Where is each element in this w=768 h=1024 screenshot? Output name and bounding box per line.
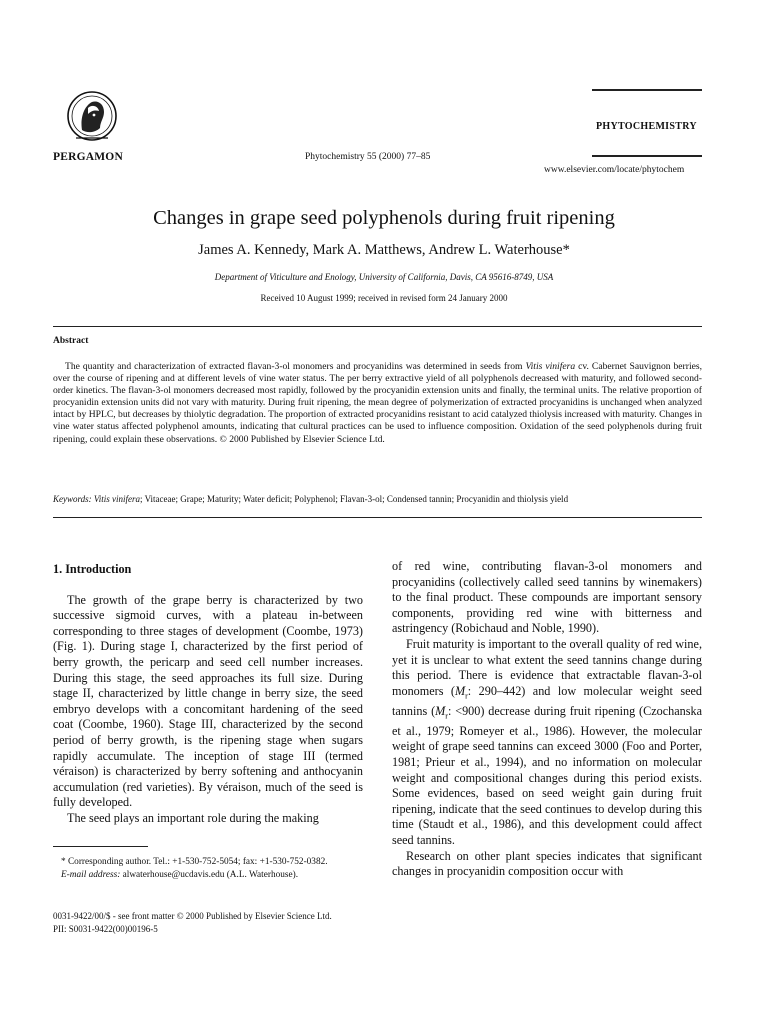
- keywords: [53, 494, 702, 504]
- divider: [53, 326, 702, 327]
- email-label: E-mail address:: [61, 869, 121, 880]
- right-column: [392, 559, 702, 880]
- journal-citation: Phytochemistry 55 (2000) 77–85: [305, 152, 431, 162]
- pii-line: PII: S0031-9422(00)00196-5: [53, 924, 158, 934]
- publisher-name: PERGAMON: [53, 151, 123, 163]
- text-part: : 290–442) and low molecular weight seed tannins (: [392, 683, 703, 718]
- footnote: [53, 856, 363, 881]
- article-authors: James A. Kennedy, Mark A. Matthews, Andrew L. Waterhouse*: [198, 242, 570, 258]
- paragraph: of red wine, contributing flavan-3-ol monomers and procyanidins (collectively called seed tannins by winemakers) to the final product. These compounds are important sensory components, providing red wine with bitterness and astringency (Robichaud and Noble, 1990).: [392, 559, 702, 636]
- paragraph: [392, 637, 702, 849]
- section-heading: 1. Introduction: [53, 562, 132, 576]
- mr-subscript: r: [465, 691, 468, 701]
- mr-subscript: r: [445, 711, 448, 721]
- author-affiliation: Department of Viticulture and Enology, University of California, Davis, CA 95616-8749, USA: [214, 272, 554, 282]
- abstract-text: [53, 361, 702, 446]
- header-rule: [592, 89, 702, 91]
- issn-line: 0031-9422/00/$ - see front matter © 2000 Published by Elsevier Science Ltd.: [53, 911, 332, 921]
- keyword-species: Vitis vinifera: [93, 494, 140, 504]
- mr-symbol: M: [435, 703, 446, 718]
- paragraph: The seed plays an important role during the making: [67, 810, 319, 825]
- species-name: Vitis vinifera: [525, 361, 576, 372]
- abstract-text-part: The quantity and characterization of extracted flavan-3-ol monomers and procyanidins was determined in seeds from: [65, 361, 526, 372]
- keywords-list: ; Vitaceae; Grape; Maturity; Water deficit; Polyphenol; Flavan-3-ol; Condensed tannin; Procyanidin and thiolysis yield: [140, 494, 569, 504]
- received-dates: Received 10 August 1999; received in revised form 24 January 2000: [260, 293, 508, 303]
- text-part: : <900) decrease during fruit ripening (Czochanska et al., 1979; Romeyer et al., 1986). However, the molecular weight of grape seed tannins can exceed 3000 (Foo and Porter, 1981; Prieur et al., 1994), and no information on molecular weight and compositional changes during this period exists. Some evidences, based on seed weight gain during fruit ripening, indicate that the seed continues to develop during this time (Staudt et al., 1986), and this development could affect seed tannins.: [392, 703, 702, 847]
- abstract-heading: Abstract: [53, 336, 89, 346]
- footnote-rule: [53, 846, 148, 847]
- elsevier-tree-logo-icon: [66, 88, 118, 148]
- corresponding-author-note: * Corresponding author. Tel.: +1-530-752-5054; fax: +1-530-752-0382.: [61, 857, 328, 867]
- text-part: Fruit maturity is important to the overall quality of red wine, yet it is unclear to what extent the seed tannins change during this period. There is evidence that extractable flavan-3-ol monomers (: [392, 636, 702, 698]
- email-address: alwaterhouse@ucdavis.edu (A.L. Waterhouse).: [120, 869, 299, 880]
- article-title: Changes in grape seed polyphenols during fruit ripening: [153, 207, 615, 229]
- journal-name: PHYTOCHEMISTRY: [596, 121, 697, 132]
- left-column: [53, 562, 363, 827]
- journal-url-link[interactable]: www.elsevier.com/locate/phytochem: [544, 165, 685, 175]
- keywords-label: Keywords:: [53, 494, 92, 504]
- abstract-text-part: cv. Cabernet Sauvignon berries, over the course of ripening and at different levels of vine water status. The per berry extractive yield of all polyphenols decreased with maturity, and followed second-order kinetics. The flavan-3-ol monomers decreased most rapidly, followed by the procyanidin extension units and finally, the terminal units. The relative proportion of procyanidin extension units did not vary with maturity. During fruit ripening, the mean degree of polymerization of extracted procyanidins is unchanged when analyzed intact by HPLC, but decreases by thiolytic degradation. The proportion of extracted procyanidins resistant to acid catalyzed thiolysis increased with maturity. Changes in vine water status affected polyphenol amounts, indicating that cultural practices can be used to influence composition. Oxidation of the seed polyphenols during fruit ripening, could explain these observations. © 2000 Published by Elsevier Science Ltd.: [53, 361, 703, 445]
- front-matter: [53, 910, 332, 936]
- paragraph: The growth of the grape berry is characterized by two successive sigmoid curves, with a plateau in-between corresponding to three stages of development (Coombe, 1973) (Fig. 1). During stage I, characterized by the first period of berry growth, the pericarp and seed cell number increases. During this stage, the seed approaches its full size. During stage II, characterized by little change in berry size, the seed embryo develops with a concomitant hardening of the seed coat (Coombe, 1960). Stage III, characterized by the second period of berry growth, is the ripening stage when sugars rapidly accumulate. The inception of stage III (termed véraison) is characterized by berry softening and anthocyanin accumulation (red varieties). By véraison, much of the seed is fully developed.: [53, 592, 363, 810]
- paragraph: Research on other plant species indicates that significant changes in procyanidin composition occur with: [392, 848, 702, 879]
- email-note: [53, 869, 363, 882]
- header-rule: [592, 155, 702, 157]
- mr-symbol: M: [454, 683, 466, 698]
- divider: [53, 517, 702, 518]
